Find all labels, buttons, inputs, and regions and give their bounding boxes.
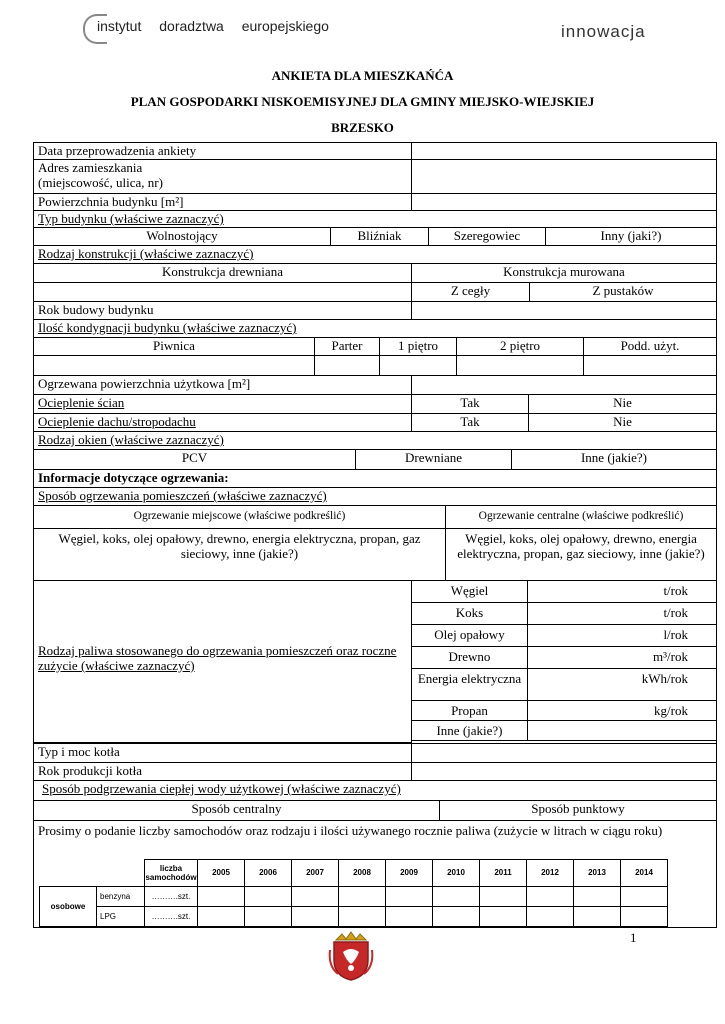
table-cell[interactable] [433, 906, 480, 926]
row-floor-inputs [34, 356, 716, 376]
option-wood-construction[interactable]: Konstrukcja drewniana [34, 264, 412, 283]
row-area [34, 194, 716, 211]
option-hollow-block[interactable]: Z pustaków [530, 283, 716, 302]
header-year: 2014 [621, 860, 668, 887]
row-boiler-year [34, 763, 716, 781]
input-boiler[interactable] [412, 743, 716, 763]
input-attic[interactable] [584, 356, 716, 376]
row-survey-date [34, 143, 716, 160]
local-fuel-options[interactable]: Węgiel, koks, olej opałowy, drewno, energia elektryczna, propan, gaz sieciowy, inne (jakie?) [34, 529, 446, 581]
option-wall-yes[interactable]: Tak [412, 395, 529, 414]
cars-table [39, 859, 668, 927]
fuel-unit[interactable]: l/rok [663, 627, 688, 642]
option-basement[interactable]: Piwnica [34, 338, 315, 356]
header-year: 2012 [527, 860, 574, 887]
row-heating-types [34, 506, 716, 529]
logo-word-2: doradztwa [159, 18, 224, 34]
option-other-window[interactable]: Inne (jakie?) [512, 450, 716, 470]
logo-arc-icon [83, 14, 107, 44]
option-detached[interactable]: Wolnostojący [34, 228, 331, 246]
row-address [34, 160, 716, 194]
table-cell[interactable] [292, 886, 339, 906]
label-survey-date: Data przeprowadzenia ankiety [34, 143, 412, 160]
label-boiler: Typ i moc kotła [34, 743, 412, 763]
input-boiler-year[interactable] [412, 763, 716, 781]
row-construction-options [34, 264, 716, 283]
label-floors: Ilość kondygnacji budynku (właściwe zaznaczyć) [34, 320, 716, 338]
row-brick-options [34, 283, 716, 302]
input-lpg-count[interactable]: ……….szt. [145, 906, 198, 926]
input-first-floor[interactable] [380, 356, 457, 376]
label-address-line1: Adres zamieszkania [38, 160, 143, 175]
option-central-hot-water[interactable]: Sposób centralny [34, 801, 440, 821]
label-fuel-lpg: LPG [97, 906, 145, 926]
label-windows: Rodzaj okien (właściwe zaznaczyć) [34, 432, 716, 450]
table-cell[interactable] [339, 886, 386, 906]
option-attic[interactable]: Podd. użyt. [584, 338, 716, 356]
label-building-type: Typ budynku (właściwe zaznaczyć) [34, 211, 716, 228]
label-heating-method: Sposób ogrzewania pomieszczeń (właściwe zaznaczyć) [34, 488, 716, 506]
fuel-name[interactable]: Propan [412, 701, 528, 720]
option-ground-floor[interactable]: Parter [315, 338, 380, 356]
row-boiler [34, 743, 716, 763]
label-local-heating: Ogrzewanie miejscowe (właściwe podkreślić) [34, 506, 446, 529]
header-year: 2011 [480, 860, 527, 887]
row-roof-insulation [34, 414, 716, 432]
municipality-title: BRZESKO [331, 120, 394, 135]
table-cell[interactable] [245, 906, 292, 926]
table-cell[interactable] [245, 886, 292, 906]
option-pvc[interactable]: PCV [34, 450, 356, 470]
option-wall-no[interactable]: Nie [529, 395, 716, 414]
header-year: 2007 [292, 860, 339, 887]
option-semi-detached[interactable]: Bliźniak [331, 228, 429, 246]
table-cell[interactable] [292, 906, 339, 926]
fuel-unit[interactable]: kg/rok [654, 703, 688, 718]
label-fuel-type: Rodzaj paliwa stosowanego do ogrzewania pomieszczeń oraz roczne zużycie (właściwe zaznaczyć) [34, 581, 412, 743]
page-number: 1 [630, 930, 637, 945]
heading-heating-info: Informacje dotyczące ogrzewania: [34, 470, 716, 488]
label-fuel-petrol: benzyna [97, 886, 145, 906]
fuel-unit[interactable] [528, 721, 716, 740]
table-cell[interactable] [480, 886, 527, 906]
option-roof-no[interactable]: Nie [529, 414, 716, 432]
central-fuel-options[interactable]: Węgiel, koks, olej opałowy, drewno, energia elektryczna, propan, gaz sieciowy, inne (jakie?) [446, 529, 716, 581]
input-basement[interactable] [34, 356, 315, 376]
label-construction-type: Rodzaj konstrukcji (właściwe zaznaczyć) [34, 246, 716, 264]
option-brick-construction[interactable]: Konstrukcja murowana [412, 264, 716, 283]
header-year: 2010 [433, 860, 480, 887]
table-cell[interactable] [386, 886, 433, 906]
coat-of-arms-icon [326, 930, 376, 982]
header-car-count: liczba samochodów [145, 860, 198, 887]
label-boiler-year: Rok produkcji kotła [34, 763, 412, 781]
fuel-row [412, 721, 716, 741]
row-hot-water [34, 781, 716, 801]
input-ground-floor[interactable] [315, 356, 380, 376]
label-area: Powierzchnia budynku [m²] [34, 194, 412, 211]
row-fuel-consumption [34, 581, 716, 743]
page-header [0, 0, 725, 60]
header-year: 2009 [386, 860, 433, 887]
row-window-options [34, 450, 716, 470]
table-cell[interactable] [198, 886, 245, 906]
logo-word-3: europejskiego [241, 18, 329, 34]
fuel-unit[interactable]: t/rok [663, 605, 688, 620]
row-building-type-options [34, 228, 716, 246]
fuel-row [412, 701, 716, 721]
fuel-row [412, 603, 716, 625]
institute-logo [87, 18, 329, 34]
fuel-list [412, 581, 716, 743]
row-windows [34, 432, 716, 450]
row-heated-area [34, 376, 716, 395]
input-survey-date[interactable] [412, 143, 716, 160]
header-year: 2013 [574, 860, 621, 887]
row-heating-method [34, 488, 716, 506]
option-terraced[interactable]: Szeregowiec [429, 228, 546, 246]
fuel-name[interactable]: Inne (jakie?) [412, 721, 528, 740]
innowacja-logo: innowacja [561, 22, 646, 41]
table-cell[interactable] [198, 906, 245, 926]
empty-cell [34, 283, 412, 302]
label-hot-water: Sposób podgrzewania ciepłej wody użytkowej (właściwe zaznaczyć) [34, 781, 716, 801]
label-central-heating: Ogrzewanie centralne (właściwe podkreślić) [446, 506, 716, 529]
input-second-floor[interactable] [457, 356, 584, 376]
fuel-row [412, 669, 716, 701]
label-wall-insulation: Ocieplenie ścian [34, 395, 412, 414]
label-car-category: osobowe [40, 886, 97, 926]
label-heated-area: Ogrzewana powierzchnia użytkowa [m²] [34, 376, 412, 395]
table-cell[interactable] [339, 906, 386, 926]
fuel-unit[interactable]: t/rok [663, 583, 688, 598]
input-area[interactable] [412, 194, 716, 211]
option-point-hot-water[interactable]: Sposób punktowy [440, 801, 716, 821]
input-build-year[interactable] [412, 302, 716, 320]
fuel-unit[interactable]: kWh/rok [641, 671, 688, 686]
label-roof-insulation: Ocieplenie dachu/stropodachu [34, 414, 412, 432]
plan-title: PLAN GOSPODARKI NISKOEMISYJNEJ DLA GMINY MIEJSKO-WIEJSKIEJ [130, 94, 595, 109]
option-second-floor[interactable]: 2 piętro [457, 338, 584, 356]
option-other-building[interactable]: Inny (jaki?) [546, 228, 716, 246]
input-address[interactable] [412, 160, 716, 194]
input-heated-area[interactable] [412, 376, 716, 395]
row-hot-water-options [34, 801, 716, 821]
table-cell[interactable] [574, 906, 621, 926]
survey-title: ANKIETA DLA MIESZKAŃĆA [271, 68, 454, 83]
label-address [34, 160, 412, 194]
fuel-unit[interactable]: m³/rok [653, 649, 688, 664]
option-first-floor[interactable]: 1 piętro [380, 338, 457, 356]
row-heating-info [34, 470, 716, 488]
survey-form [33, 142, 717, 928]
table-cell[interactable] [621, 886, 668, 906]
table-cell[interactable] [574, 886, 621, 906]
row-build-year [34, 302, 716, 320]
fuel-name[interactable]: Drewno [412, 647, 528, 668]
fuel-name[interactable]: Węgiel [412, 581, 528, 602]
label-cars-request: Prosimy o podanie liczby samochodów oraz rodzaju i ilości używanego rocznie paliwa (zużycie w litrach w ciągu roku) [38, 823, 663, 838]
row-cars-request [34, 821, 716, 857]
table-cell[interactable] [433, 886, 480, 906]
table-cell[interactable] [621, 906, 668, 926]
row-floors [34, 320, 716, 338]
table-cell[interactable] [480, 906, 527, 926]
header-year: 2005 [198, 860, 245, 887]
row-heating-fuels [34, 529, 716, 581]
fuel-name[interactable]: Energia elektryczna [412, 669, 528, 700]
header-year: 2006 [245, 860, 292, 887]
fuel-name[interactable]: Koks [412, 603, 528, 624]
table-cell[interactable] [527, 886, 574, 906]
fuel-name[interactable]: Olej opałowy [412, 625, 528, 646]
option-roof-yes[interactable]: Tak [412, 414, 529, 432]
option-wooden[interactable]: Drewniane [356, 450, 512, 470]
header-year: 2008 [339, 860, 386, 887]
row-floor-options [34, 338, 716, 356]
table-cell[interactable] [527, 906, 574, 926]
input-petrol-count[interactable]: ……….szt. [145, 886, 198, 906]
option-brick[interactable]: Z cegły [412, 283, 530, 302]
row-building-type [34, 211, 716, 228]
row-wall-insulation [34, 395, 716, 414]
label-address-line2: (miejscowość, ulica, nr) [38, 175, 163, 190]
fuel-row [412, 647, 716, 669]
fuel-row [412, 625, 716, 647]
logo-word-1: instytut [97, 18, 142, 34]
label-build-year: Rok budowy budynku [34, 302, 412, 320]
table-cell[interactable] [386, 906, 433, 926]
fuel-row [412, 581, 716, 603]
row-construction-type [34, 246, 716, 264]
